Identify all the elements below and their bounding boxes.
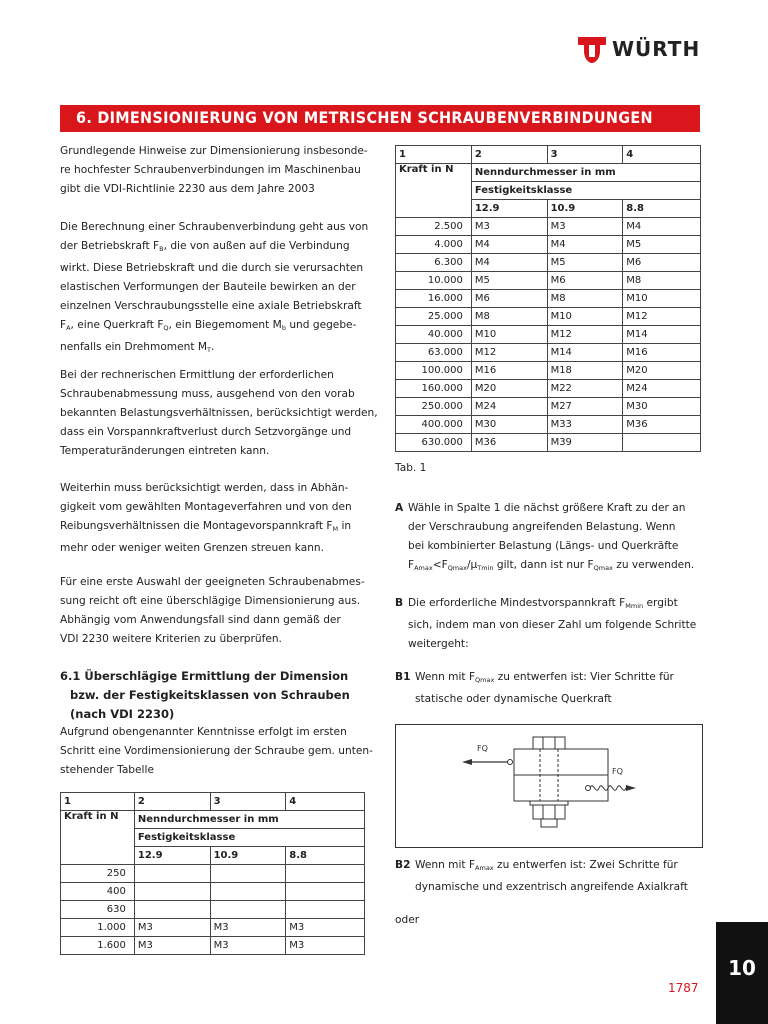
column-number: 1 [396, 146, 472, 164]
text-line: dynamische und exzentrisch angreifende Axialkraft [415, 881, 688, 893]
force-cell: 10.000 [396, 272, 472, 290]
table-row [396, 254, 701, 272]
column-number: 3 [210, 793, 286, 811]
table-row [61, 883, 365, 901]
nut [533, 805, 565, 819]
table-caption: Tab. 1 [395, 462, 427, 474]
intro-paragraph [60, 142, 380, 199]
step-b [395, 594, 715, 654]
text-line: $F_{Amax}<F_{Qmax}/\mu_{Tmin}$ gilt, dann ist nur $F_{Qmax}$ zu verwenden. [408, 559, 695, 572]
force-cell: 630.000 [396, 434, 472, 452]
wurth-logo [576, 35, 704, 65]
diameter-cell: M3 [547, 218, 623, 236]
diameter-cell: M36 [623, 416, 701, 434]
table-row [396, 434, 701, 452]
force-header: Kraft in N [61, 811, 135, 865]
diameter-cell: M4 [471, 254, 547, 272]
diameter-cell: M10 [623, 290, 701, 308]
page-number: 1787 [668, 981, 699, 995]
diameter-cell: M6 [623, 254, 701, 272]
diameter-cell: M36 [471, 434, 547, 452]
diameter-cell: M33 [547, 416, 623, 434]
force-cell: 1.600 [61, 937, 135, 955]
text-line: Schraubenabmessung muss, ausgehend von den vorab [60, 388, 355, 400]
diameter-cell: M30 [471, 416, 547, 434]
table-row [396, 362, 701, 380]
text-line: Bei der rechnerischen Ermittlung der erforderlichen [60, 369, 334, 381]
text-line: Grundlegende Hinweise zur Dimensionierung insbesonde- [60, 145, 368, 157]
diameter-cell: M4 [547, 236, 623, 254]
class-cell: 12.9 [134, 847, 210, 865]
table-row [396, 344, 701, 362]
brand-name: WÜRTH [612, 37, 701, 61]
section-title: 6. DIMENSIONIERUNG VON METRISCHEN SCHRAUBENVERBINDUNGEN [76, 108, 653, 127]
text-line: elastischen Verformungen der Bauteile bewirken an der [60, 281, 356, 293]
assembly-paragraph [60, 479, 380, 558]
diameter-cell [286, 883, 365, 901]
force-cell: 63.000 [396, 344, 472, 362]
diameter-cell [134, 901, 210, 919]
diameter-header: Nenndurchmesser in mm [471, 164, 700, 182]
column-number: 2 [134, 793, 210, 811]
diameter-cell: M5 [623, 236, 701, 254]
step-b1 [395, 668, 715, 709]
column-number: 4 [623, 146, 701, 164]
class-header: Festigkeitsklasse [471, 182, 700, 200]
text-line: Abhängig vom Anwendungsfall sind dann gemäß der [60, 614, 341, 626]
diameter-cell: M4 [471, 236, 547, 254]
class-cell: 10.9 [547, 200, 623, 218]
diameter-cell: M18 [547, 362, 623, 380]
diameter-cell: M6 [547, 272, 623, 290]
diameter-cell: M27 [547, 398, 623, 416]
heading-line: 6.1 Überschlägige Ermittlung der Dimension [60, 669, 349, 683]
class-cell: 12.9 [471, 200, 547, 218]
force-cell: 16.000 [396, 290, 472, 308]
text-line: nenfalls ein Drehmoment $M_T$. [60, 341, 215, 354]
bolt-head [533, 737, 565, 749]
dimension-table-small [60, 792, 365, 955]
force-header: Kraft in N [396, 164, 472, 218]
diameter-cell: M3 [134, 937, 210, 955]
text-line: re hochfester Schraubenverbindungen im Maschinenbau [60, 164, 361, 176]
calculation-paragraph [60, 218, 380, 360]
diameter-header: Nenndurchmesser in mm [134, 811, 364, 829]
text-line: Die Berechnung einer Schraubenverbindung geht aus von [60, 221, 369, 233]
force-cell: 400 [61, 883, 135, 901]
column-number: 4 [286, 793, 365, 811]
diameter-cell: M8 [623, 272, 701, 290]
diameter-cell: M22 [547, 380, 623, 398]
diameter-cell: M30 [623, 398, 701, 416]
heading-line: bzw. der Festigkeitsklassen von Schrauben [70, 688, 350, 702]
diameter-cell: M20 [623, 362, 701, 380]
heading-line: (nach VDI 2230) [70, 707, 175, 721]
table-row [396, 416, 701, 434]
class-cell: 10.9 [210, 847, 286, 865]
oder-text: oder [395, 914, 420, 926]
text-line: Schritt eine Vordimensionierung der Schraube gem. unten- [60, 745, 373, 757]
diameter-cell: M3 [134, 919, 210, 937]
force-label-right: FQ [612, 767, 623, 776]
dimension-table-large [395, 145, 701, 452]
force-cell: 250.000 [396, 398, 472, 416]
text-line: statische oder dynamische Querkraft [415, 693, 612, 705]
class-header: Festigkeitsklasse [134, 829, 364, 847]
preload-loss-paragraph [60, 366, 380, 461]
diameter-cell: M10 [547, 308, 623, 326]
column-number: 3 [547, 146, 623, 164]
text-line: A Wähle in Spalte 1 die nächst größere Kraft zu der an [395, 502, 686, 514]
table-row [396, 272, 701, 290]
text-line: sung reicht oft eine überschlägige Dimensionierung aus. [60, 595, 361, 607]
chapter-tab [716, 922, 768, 1024]
diameter-cell [210, 901, 286, 919]
diameter-cell: M3 [210, 919, 286, 937]
shear-force-diagram [395, 724, 703, 848]
diameter-cell [134, 865, 210, 883]
subsection-heading [60, 667, 380, 724]
step-a [395, 499, 715, 578]
force-cell: 160.000 [396, 380, 472, 398]
column-number: 2 [471, 146, 547, 164]
text-line: der Betriebskraft $F_B$, die von außen auf die Verbindung [60, 240, 350, 253]
diameter-cell: M20 [471, 380, 547, 398]
wurth-logo-mark [576, 35, 608, 65]
diameter-cell: M16 [471, 362, 547, 380]
diameter-cell: M14 [623, 326, 701, 344]
diameter-cell: M24 [471, 398, 547, 416]
table-row [396, 236, 701, 254]
text-line: B2 Wenn mit $F_{Amax}$ zu entwerfen ist: Zwei Schritte für [395, 859, 678, 872]
table-row [396, 398, 701, 416]
section-title-bar [60, 105, 700, 132]
force-cell: 4.000 [396, 236, 472, 254]
diameter-cell: M12 [623, 308, 701, 326]
force-cell: 1.000 [61, 919, 135, 937]
predimension-paragraph [60, 723, 380, 780]
class-cell: 8.8 [286, 847, 365, 865]
diameter-cell: M4 [623, 218, 701, 236]
force-cell: 400.000 [396, 416, 472, 434]
text-line: gibt die VDI-Richtlinie 2230 aus dem Jahre 2003 [60, 183, 315, 195]
column-number: 1 [61, 793, 135, 811]
force-cell: 2.500 [396, 218, 472, 236]
diameter-cell [210, 883, 286, 901]
diameter-cell: M14 [547, 344, 623, 362]
diameter-cell: M12 [471, 344, 547, 362]
text-line: der Verschraubung angreifenden Belastung. Wenn [408, 521, 676, 533]
step-b2 [395, 856, 715, 897]
text-line: B1 Wenn mit $F_{Qmax}$ zu entwerfen ist: Vier Schritte für [395, 671, 674, 684]
force-cell: 100.000 [396, 362, 472, 380]
text-line: stehender Tabelle [60, 764, 154, 776]
table-row [61, 937, 365, 955]
text-line: gigkeit vom gewählten Montageverfahren und von den [60, 501, 352, 513]
diameter-cell: M3 [471, 218, 547, 236]
force-cell: 25.000 [396, 308, 472, 326]
force-label-left: FQ [477, 744, 488, 753]
text-line: $F_A$, eine Querkraft $F_Q$, ein Biegemoment $M_b$ und gegebe- [60, 319, 357, 332]
table-row [396, 218, 701, 236]
bolt-end [541, 819, 557, 827]
diameter-cell [286, 901, 365, 919]
text-line: weitergeht: [408, 638, 469, 650]
diameter-cell: M3 [286, 937, 365, 955]
text-line: Weiterhin muss berücksichtigt werden, dass in Abhän- [60, 482, 349, 494]
diameter-cell: M10 [471, 326, 547, 344]
diameter-cell [286, 865, 365, 883]
selection-paragraph [60, 573, 380, 649]
upper-plate [514, 749, 608, 775]
diameter-cell: M5 [547, 254, 623, 272]
force-cell: 6.300 [396, 254, 472, 272]
text-line: sich, indem man von dieser Zahl um folgende Schritte [408, 619, 697, 631]
diameter-cell [210, 865, 286, 883]
diameter-cell: M16 [623, 344, 701, 362]
diameter-cell: M6 [471, 290, 547, 308]
class-cell: 8.8 [623, 200, 701, 218]
table-row [61, 901, 365, 919]
text-line: B Die erforderliche Mindestvorspannkraft $F_{Mmin}$ ergibt [395, 597, 678, 610]
diameter-cell: M3 [210, 937, 286, 955]
diameter-cell [623, 434, 701, 452]
table-row [61, 865, 365, 883]
diameter-cell: M5 [471, 272, 547, 290]
force-cell: 630 [61, 901, 135, 919]
diameter-cell [134, 883, 210, 901]
text-line: dass ein Vorspannkraftverlust durch Setzvorgänge und [60, 426, 352, 438]
diameter-cell: M39 [547, 434, 623, 452]
text-line: Für eine erste Auswahl der geeigneten Schraubenabmes- [60, 576, 365, 588]
washer [530, 801, 568, 805]
text-line: einzelnen Verschraubungsstelle eine axiale Betriebskraft [60, 300, 362, 312]
table-row [396, 380, 701, 398]
diameter-cell: M8 [547, 290, 623, 308]
chapter-number: 10 [728, 956, 756, 980]
text-line: Aufgrund obengenannter Kenntnisse erfolgt im ersten [60, 726, 347, 738]
diameter-cell: M8 [471, 308, 547, 326]
text-line: bei kombinierter Belastung (Längs- und Querkräfte [408, 540, 679, 552]
force-cell: 250 [61, 865, 135, 883]
text-line: bekannten Belastungsverhältnissen, berücksichtigt werden, [60, 407, 378, 419]
diameter-cell: M24 [623, 380, 701, 398]
table-row [396, 326, 701, 344]
table-row [396, 308, 701, 326]
force-cell: 40.000 [396, 326, 472, 344]
text-line: mehr oder weniger weiten Grenzen streuen kann. [60, 542, 324, 554]
text-line: wirkt. Diese Betriebskraft und die durch sie verursachten [60, 262, 364, 274]
table-row [61, 919, 365, 937]
bolt-diagram-svg [396, 725, 702, 847]
text-line: Temperaturänderungen eintreten kann. [60, 445, 270, 457]
table-row [396, 290, 701, 308]
text-line: VDI 2230 weitere Kriterien zu überprüfen. [60, 633, 282, 645]
text-line: Reibungsverhältnissen die Montagevorspannkraft $F_M$ in [60, 520, 352, 533]
diameter-cell: M12 [547, 326, 623, 344]
diameter-cell: M3 [286, 919, 365, 937]
